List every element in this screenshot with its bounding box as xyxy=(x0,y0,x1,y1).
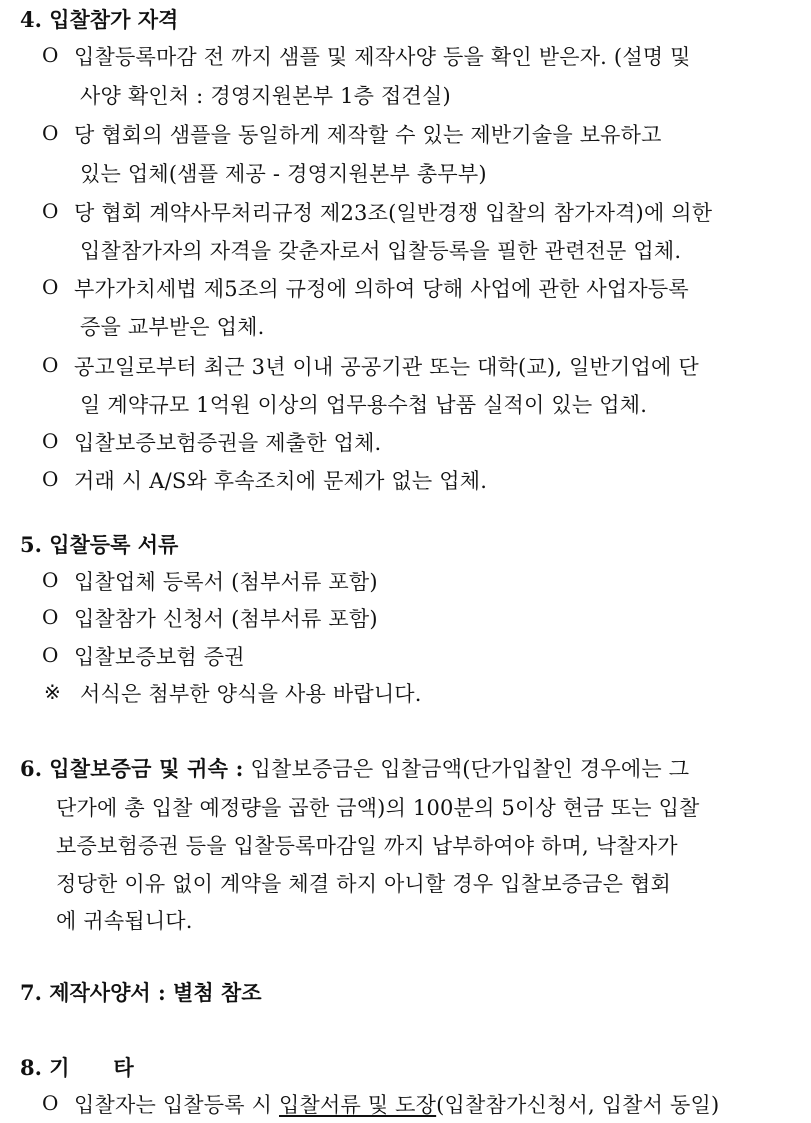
bullet-marker: O xyxy=(42,429,59,453)
section-4-item-2-line-1: 당 협회의 샘플을 동일하게 제작할 수 있는 제반기술을 보유하고 xyxy=(74,123,662,147)
section-4-item-1-line-2: 사양 확인처 : 경영지원본부 1층 접견실) xyxy=(80,84,451,108)
section-4-item-3-line-1: 당 협회 계약사무처리규정 제23조(일반경쟁 입찰의 참가자격)에 의한 xyxy=(74,201,713,225)
bullet-marker: O xyxy=(42,199,59,223)
bullet-marker: O xyxy=(42,643,59,667)
bullet-marker: O xyxy=(42,275,59,299)
section-4-item-2-line-2: 있는 업체(샘플 제공 - 경영지원본부 총무부) xyxy=(80,162,487,186)
section-6-number: 6. xyxy=(20,756,43,781)
section-6-title: 입찰보증금 및 귀속 : xyxy=(49,756,244,781)
section-6-line-4: 정당한 이유 없이 계약을 체결 하지 아니할 경우 입찰보증금은 협회 xyxy=(56,872,671,896)
section-6-text: 입찰보증금은 입찰금액(단가입찰인 경우에는 그 xyxy=(250,757,690,781)
note-mark: ※ xyxy=(44,680,61,704)
section-8-text-before: 입찰자는 입찰등록 시 xyxy=(74,1093,279,1117)
bullet-marker: O xyxy=(42,1091,59,1115)
section-4-item-5-line-1: 공고일로부터 최근 3년 이내 공공기관 또는 대학(교), 일반기업에 단 xyxy=(74,355,699,379)
bullet-marker: O xyxy=(42,353,59,377)
section-5-item-3: 입찰보증보험 증권 xyxy=(74,645,245,669)
section-5-heading: 5. 입찰등록 서류 xyxy=(20,532,179,557)
section-6-first-line xyxy=(20,753,689,783)
section-4-item-5-line-2: 일 계약규모 1억원 이상의 업무용수첩 납품 실적이 있는 업체. xyxy=(80,393,648,417)
bullet-marker: O xyxy=(42,568,59,592)
section-8-item xyxy=(74,1089,719,1119)
section-4-item-4-line-1: 부가가치세법 제5조의 규정에 의하여 당해 사업에 관한 사업자등록 xyxy=(74,277,689,301)
section-6-line-5: 에 귀속됩니다. xyxy=(56,909,193,933)
section-5-item-2: 입찰참가 신청서 (첨부서류 포함) xyxy=(74,607,378,631)
section-8-text-after: (입찰참가신청서, 입찰서 동일) xyxy=(436,1093,720,1117)
section-4-heading: 4. 입찰참가 자격 xyxy=(20,7,179,32)
section-4-item-4-line-2: 증을 교부받은 업체. xyxy=(80,315,265,339)
section-5-note: 서식은 첨부한 양식을 사용 바랍니다. xyxy=(80,682,422,706)
section-8-underlined-text: 입찰서류 및 도장 xyxy=(279,1093,437,1117)
section-4-item-6: 입찰보증보험증권을 제출한 업체. xyxy=(74,431,382,455)
section-8-heading: 8. 기 타 xyxy=(20,1055,134,1080)
bullet-marker: O xyxy=(42,43,59,67)
section-5-item-1: 입찰업체 등록서 (첨부서류 포함) xyxy=(74,570,378,594)
section-4-item-1-line-1: 입찰등록마감 전 까지 샘플 및 제작사양 등을 확인 받은자. (설명 및 xyxy=(74,45,691,69)
section-7-heading: 7. 제작사양서 : 별첨 참조 xyxy=(20,980,262,1005)
section-4-item-7: 거래 시 A/S와 후속조치에 문제가 없는 업체. xyxy=(74,469,488,493)
bullet-marker: O xyxy=(42,121,59,145)
section-6-line-2: 단가에 총 입찰 예정량을 곱한 금액)의 100분의 5이상 현금 또는 입찰 xyxy=(56,796,700,820)
section-4-item-3-line-2: 입찰참가자의 자격을 갖춘자로서 입찰등록을 필한 관련전문 업체. xyxy=(80,239,682,263)
bullet-marker: O xyxy=(42,605,59,629)
bullet-marker: O xyxy=(42,467,59,491)
section-6-line-3: 보증보험증권 등을 입찰등록마감일 까지 납부하여야 하며, 낙찰자가 xyxy=(56,834,678,858)
